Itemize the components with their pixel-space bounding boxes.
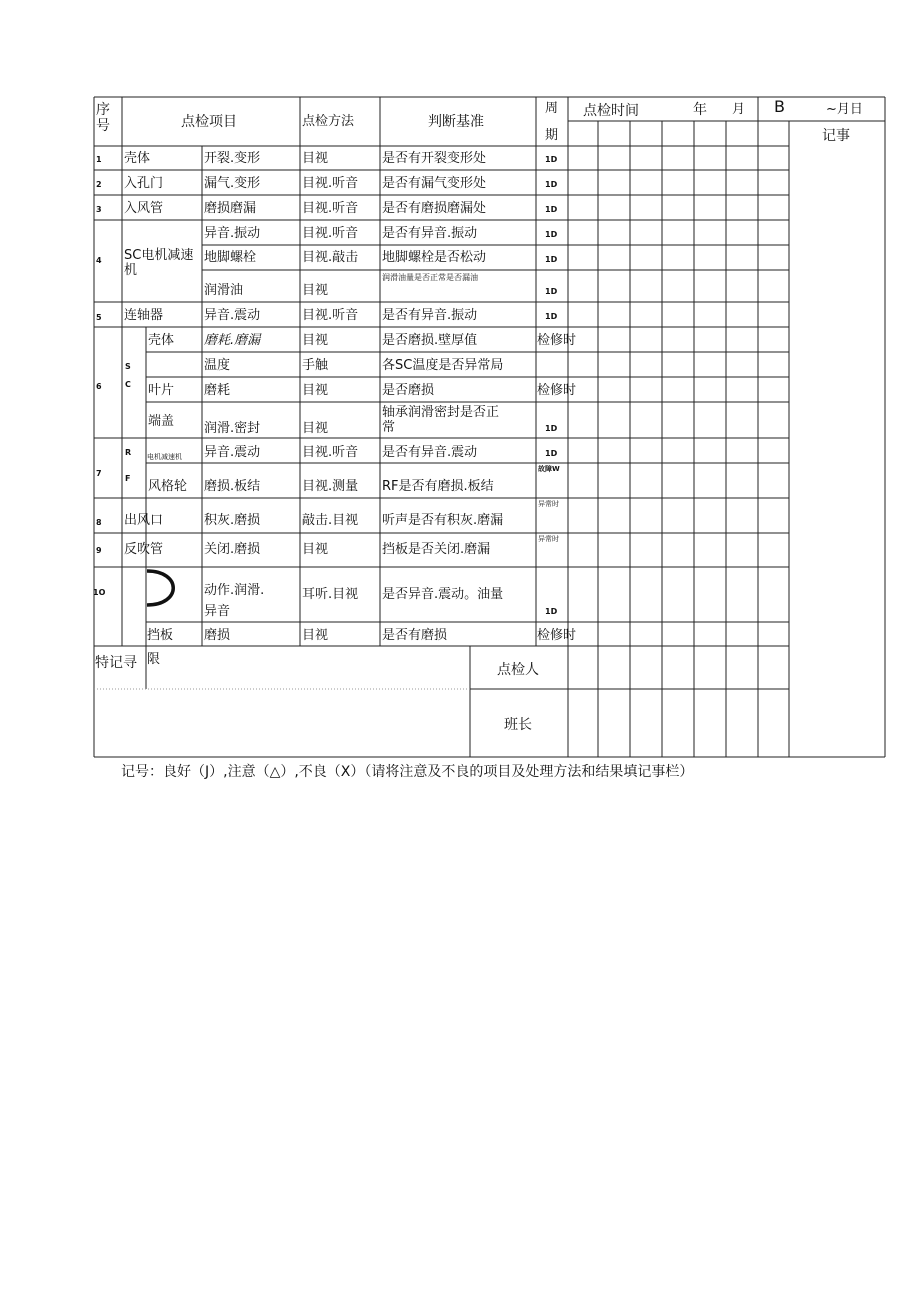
header-period-bottom: 期 xyxy=(545,128,559,143)
row-group-7a: R xyxy=(125,448,132,457)
row-criteria-2: 是否有漏气变形处 xyxy=(382,176,487,191)
row-method-6c: 目视 xyxy=(302,383,329,398)
header-year: 年 xyxy=(693,102,707,118)
header-method: 点检方法 xyxy=(302,114,355,129)
row-criteria-8: 听声是否有积灰.磨漏 xyxy=(382,513,504,528)
row-criteria-6b: 各SC温度是否异常局 xyxy=(382,358,504,373)
header-month: 月 xyxy=(732,102,746,117)
row-check-6b: 温度 xyxy=(204,358,231,373)
row-period-8: 异常时 xyxy=(538,500,559,508)
row-method-4c: 目视 xyxy=(302,283,329,298)
row-check-3: 磨损磨漏 xyxy=(204,201,257,216)
header-notes: 记事 xyxy=(822,128,850,144)
row-criteria-6c: 是否磨损 xyxy=(382,383,435,398)
row-criteria-4b: 地脚螺栓是否松动 xyxy=(382,250,487,265)
row-no-5: 5 xyxy=(96,313,102,322)
row-no-4: 4 xyxy=(96,256,102,265)
row-method-7b: 目视.测量 xyxy=(302,479,359,494)
row-method-6b: 手触 xyxy=(302,358,329,373)
special-notes-label: 特记寻 xyxy=(95,655,137,671)
row-check-5: 异音.震动 xyxy=(204,308,261,323)
row-period-4c: 1D xyxy=(545,287,558,296)
row-no-9: 9 xyxy=(96,546,102,555)
row-criteria-10b: 是否有磨损 xyxy=(382,628,448,643)
row-criteria-4a: 是否有异音.振动 xyxy=(382,226,478,241)
row-group-6b: C xyxy=(125,380,131,389)
row-check-4c: 润滑油 xyxy=(204,283,244,298)
header-b: B xyxy=(774,97,785,116)
row-period-6a: 检修时 xyxy=(537,333,577,348)
header-item: 点检项目 xyxy=(181,114,237,130)
row-group-7b: F xyxy=(125,474,131,483)
row-check-8: 积灰.磨损 xyxy=(204,513,261,528)
row-part-6c: 叶片 xyxy=(148,383,175,398)
header-period-top: 周 xyxy=(545,101,559,116)
row-check-4b: 地脚螺栓 xyxy=(204,250,257,265)
row-period-10b: 检修时 xyxy=(537,628,577,643)
row-criteria-3: 是否有磨损磨漏处 xyxy=(382,201,487,216)
row-method-2: 目视.听音 xyxy=(302,176,359,191)
row-part-6d: 端盖 xyxy=(148,414,175,429)
row-check-7a: 异音.震动 xyxy=(204,445,261,460)
row-no-10: 1O xyxy=(93,588,106,597)
limit-label: 限 xyxy=(147,652,161,667)
row-check-6c: 磨耗 xyxy=(204,383,231,398)
row-criteria-7a: 是否有异音.震动 xyxy=(382,445,478,460)
row-period-9: 异常时 xyxy=(538,535,559,543)
row-period-6d: 1D xyxy=(545,424,558,433)
row-no-7: 7 xyxy=(96,469,102,478)
header-seq: 序号 xyxy=(96,102,110,134)
row-period-5: 1D xyxy=(545,312,558,321)
row-method-10b: 目视 xyxy=(302,628,329,643)
row-check-9: 关闭.磨损 xyxy=(204,542,261,557)
row-method-3: 目视.听音 xyxy=(302,201,359,216)
row-method-6d: 目视 xyxy=(302,421,329,436)
row-method-8: 敲击.目视 xyxy=(302,513,359,528)
row-criteria-6d: 轴承润滑密封是否正常 xyxy=(382,405,500,435)
row-period-1: 1D xyxy=(545,155,558,164)
row-period-4b: 1D xyxy=(545,255,558,264)
row-no-1: 1 xyxy=(96,155,102,164)
row-period-4a: 1D xyxy=(545,230,558,239)
row-group-6a: S xyxy=(125,362,131,371)
row-method-1: 目视 xyxy=(302,151,329,166)
row-criteria-5: 是否有异音.振动 xyxy=(382,308,478,323)
row-criteria-6a: 是否磨损.壁厚值 xyxy=(382,333,478,348)
row-period-10: 1D xyxy=(545,607,558,616)
header-check-time: 点检时间 xyxy=(583,103,639,119)
row-check-10b: 磨损 xyxy=(204,628,231,643)
row-check-6a: 磨耗.磨漏 xyxy=(204,333,261,348)
row-part-10b: 挡板 xyxy=(147,628,174,643)
row-part-9: 反吹管 xyxy=(124,542,164,557)
row-method-4a: 目视.听音 xyxy=(302,226,359,241)
row-no-3: 3 xyxy=(96,205,102,214)
row-method-10: 耳听.目视 xyxy=(302,587,359,602)
row-check-6d: 润滑.密封 xyxy=(204,421,261,436)
row-part-8: 出风口 xyxy=(124,513,164,528)
legend-text: 记号：良好（J）,注意（△）,不良（X）（请将注意及不良的项目及处理方法和结果填记事栏） xyxy=(121,764,694,780)
row-method-5: 目视.听音 xyxy=(302,308,359,323)
row-part-6a: 壳体 xyxy=(148,333,175,348)
row-no-8: 8 xyxy=(96,518,102,527)
inspector-label: 点检人 xyxy=(497,662,539,678)
row-period-7b: 故障W xyxy=(538,465,560,473)
row-no-6: 6 xyxy=(96,382,102,391)
row-part-7b: 风格轮 xyxy=(148,479,188,494)
row-criteria-7b: RF是否有磨损.板结 xyxy=(382,479,494,494)
row-method-6a: 目视 xyxy=(302,333,329,348)
header-month-day: ~月日 xyxy=(826,102,863,117)
row-check-10: 动作.润滑.异音 xyxy=(204,583,265,619)
row-period-2: 1D xyxy=(545,180,558,189)
damper-symbol-icon xyxy=(144,569,178,609)
row-part-3: 入风管 xyxy=(124,201,164,216)
row-criteria-10: 是否异音.震动。油量 xyxy=(382,587,504,602)
row-period-7a: 1D xyxy=(545,449,558,458)
row-criteria-1: 是否有开裂变形处 xyxy=(382,151,487,166)
row-check-4a: 异音.振动 xyxy=(204,226,261,241)
row-criteria-9: 挡板是否关闭.磨漏 xyxy=(382,542,491,557)
row-method-9: 目视 xyxy=(302,542,329,557)
row-no-2: 2 xyxy=(96,180,102,189)
leader-label: 班长 xyxy=(504,717,532,733)
row-check-7b: 磨损.板结 xyxy=(204,479,261,494)
row-method-4b: 目视.敲击 xyxy=(302,250,359,265)
row-check-2: 漏气.变形 xyxy=(204,176,261,191)
row-part-4: SC电机减速机 xyxy=(124,248,194,278)
row-period-6c: 检修时 xyxy=(537,383,577,398)
row-method-7a: 目视.听音 xyxy=(302,445,359,460)
header-criteria: 判断基准 xyxy=(428,114,484,130)
row-part-5: 连轴器 xyxy=(124,308,164,323)
row-period-3: 1D xyxy=(545,205,558,214)
row-check-1: 开裂.变形 xyxy=(204,151,261,166)
row-part-7a: 电机减速机 xyxy=(147,453,182,461)
row-criteria-4c: 润滑油量是否正常是否漏油 xyxy=(382,273,478,282)
row-part-2: 入孔门 xyxy=(124,176,164,191)
row-part-1: 壳体 xyxy=(124,151,151,166)
